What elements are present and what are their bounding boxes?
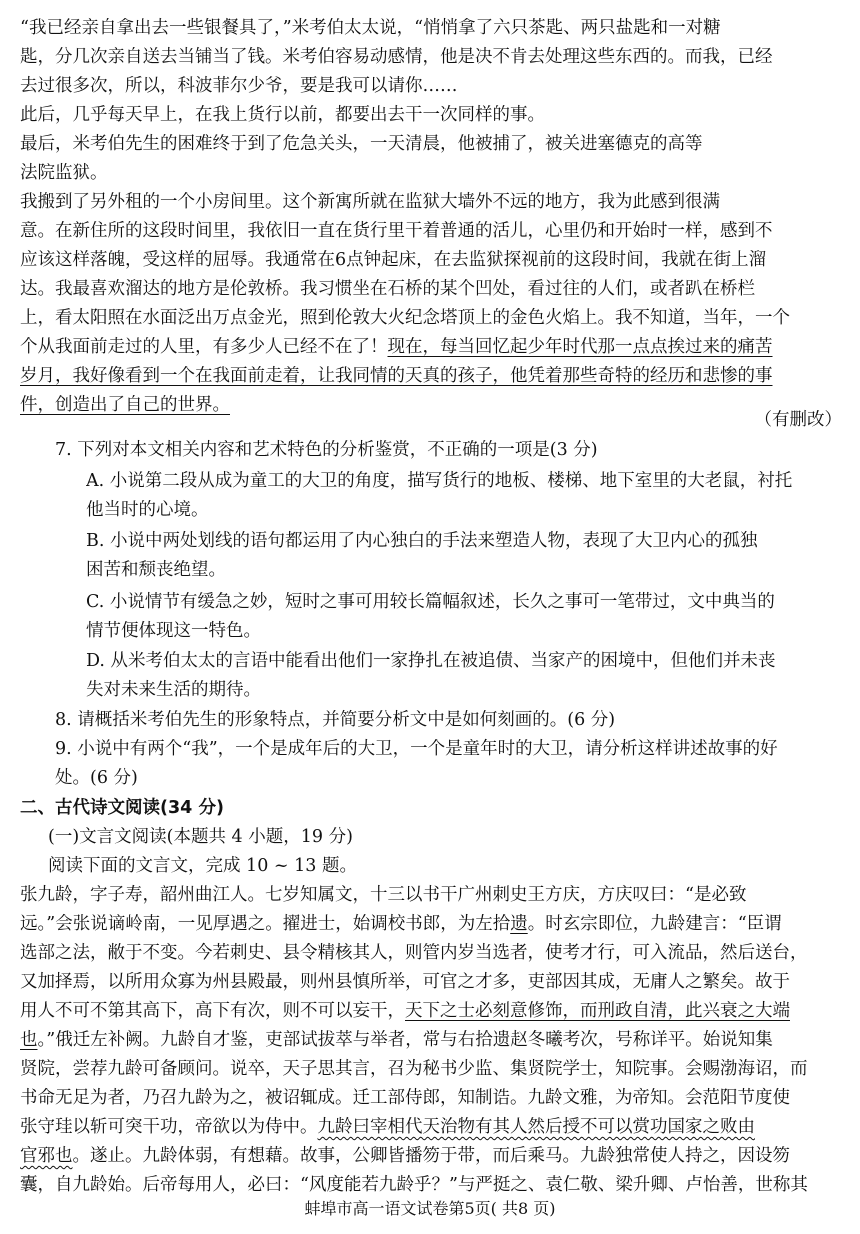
text-line: 最后，米考伯先生的困难终于到了危急关头，一天清晨，他被捕了，被关进塞德克的高等: [20, 134, 703, 154]
question-stem: 7. 下列对本文相关内容和艺术特色的分析鉴赏，不正确的一项是(3 分): [55, 440, 598, 460]
text-line: [20, 1142, 842, 1171]
plain-text: 张守珪以斩可突干功，帝欲以为侍中。: [20, 1117, 318, 1137]
option-line: 失对未来生活的期待。: [86, 680, 261, 700]
text-line: 书命无足为者，乃召九龄为之，被诏辄成。迁工部侍郎，知制诰。九龄文雅，为帝知。会范阳节度使: [20, 1088, 790, 1108]
text-line: 法院监狱。: [20, 163, 108, 183]
option-a: [86, 467, 846, 525]
text-line: 又加择焉，以所用众寡为州县殿最，则州县慎所举，可官之才多，吏部因其成，无庸人之繁矣。故于: [20, 972, 790, 992]
question-9: [55, 735, 845, 793]
text-line: [20, 333, 842, 362]
page-footer: 蚌埠市高一语文试卷第5页( 共8 页): [304, 1199, 556, 1218]
section-title: 二、古代诗文阅读(34 分): [20, 798, 224, 818]
text-line: 此后，几乎每天早上，在我上货行以前，都要出去干一次同样的事。: [20, 105, 545, 125]
source-note: [20, 406, 842, 435]
question-stem: 处。(6 分): [55, 768, 138, 788]
text-line: 去过很多次，所以，科波菲尔少爷，要是我可以请你……: [20, 76, 458, 96]
instruction: [48, 852, 860, 881]
text-line: [20, 1026, 842, 1055]
plain-text: 。时玄宗即位，九龄建言：“臣谓: [527, 914, 782, 934]
text-line: 我搬到了另外租的一个小房间里。这个新寓所就在监狱大墙外不远的地方，我为此感到很满: [20, 192, 720, 212]
question-7: [55, 436, 845, 465]
text-line: 张九龄，字子寿，韶州曲江人。七岁知属文，十三以书干广州刺史王方庆，方庆叹曰：“是必致: [20, 885, 747, 905]
text-line: 匙，分几次亲自送去当铺当了钱。米考伯容易动感情，他是决不肯去处理这些东西的。而我，已经: [20, 47, 773, 67]
classical-passage: [20, 881, 842, 1200]
text-line: “我已经亲自拿出去一些银餐具了，”米考伯太太说，“悄悄拿了六只茶匙、两只盐匙和一对糖: [20, 18, 721, 38]
option-line: D. 从米考伯太太的言语中能看出他们一家挣扎在被追债、当家产的困境中，但他们并未丧: [86, 651, 776, 671]
plain-text: 个从我面前走过的人里，有多少人已经不在了！: [20, 337, 388, 357]
underlined-sentence: 也: [20, 1030, 38, 1050]
option-c: [86, 588, 846, 646]
text-line: 上，看太阳照在水面泛出万点金光，照到伦敦大火纪念塔顶上的金色火焰上。我不知道，当年，一个: [20, 308, 790, 328]
subsection-heading: [48, 823, 860, 852]
underlined-sentence: 岁月，我好像看到一个在我面前走着，让我同情的天真的孩子，他凭着那些奇特的经历和悲惨的事: [20, 366, 773, 386]
plain-text: 。”俄迁左补阙。九龄自才鉴，吏部试拔萃与举者，常与右拾遗赵冬曦考次，号称详平。始说知集: [37, 1030, 773, 1050]
wavy-underlined-sentence: 九龄曰宰相代天治物有其人然后授不可以赏功国家之败由: [317, 1117, 755, 1137]
question-stem: 9. 小说中有两个“我”，一个是成年后的大卫，一个是童年时的大卫，请分析这样讲述故事的好: [55, 739, 778, 759]
option-line: C. 小说情节有缓急之妙，短时之事可用较长篇幅叙述，长久之事可一笔带过，文中典当的: [86, 592, 775, 612]
text-line: [20, 910, 842, 939]
question-stem: 8. 请概括米考伯先生的形象特点，并简要分析文中是如何刻画的。(6 分): [55, 710, 616, 730]
plain-text: 。遂止。九龄体弱，有想藉。故事，公卿皆播笏于带，而后乘马。九龄独常使人持之，因设笏: [72, 1146, 790, 1166]
option-b: [86, 527, 846, 585]
underlined-sentence: 现在，每当回忆起少年时代那一点点挨过来的痛苦: [387, 337, 773, 357]
source-note-text: （有删改）: [754, 410, 842, 430]
underlined-sentence: 天下之士必刻意修饰，而刑政自清，此兴衰之大端: [405, 1001, 790, 1021]
text-line: 达。我最喜欢溜达的地方是伦敦桥。我习惯坐在石桥的某个凹处，看过往的人们，或者趴在桥栏: [20, 279, 755, 299]
text-line: 囊，自九龄始。后帝每用人，必曰：“风度能若九龄乎？”与严挺之、袁仁敬、梁升卿、卢怡善，世称其: [20, 1175, 808, 1195]
text-line: 应该这样落魄，受这样的屈辱。我通常在6点钟起床，在去监狱探视前的这段时间，我就在街上溜: [20, 250, 767, 270]
text-line: [20, 1113, 842, 1142]
option-line: A. 小说第二段从成为童工的大卫的角度，描写货行的地板、楼梯、地下室里的大老鼠，衬托: [86, 471, 793, 491]
text-line: [20, 362, 842, 391]
marked-character: 遗: [510, 914, 528, 934]
text-line: 贤院，尝荐九龄可备顾问。说卒，天子思其言，召为秘书少监、集贤院学士，知院事。会赐渤海诏，而: [20, 1059, 808, 1079]
wavy-underlined-sentence: 官邪也: [20, 1146, 73, 1166]
story-paragraph-4: [20, 188, 842, 420]
story-paragraph-1: [20, 14, 842, 101]
underlined-sentence: 件，创造出了自己的世界。: [20, 395, 230, 415]
story-paragraph-2: [20, 101, 842, 130]
option-line: 情节便体现这一特色。: [86, 621, 261, 641]
section-heading: [20, 794, 842, 823]
subsection-title: (一)文言文阅读(本题共 4 小题，19 分): [48, 827, 353, 847]
option-d: [86, 647, 846, 705]
text-line: 意。在新住所的这段时间里，我依旧一直在货行里干着普通的活儿，心里仍和开始时一样，感到不: [20, 221, 773, 241]
plain-text: 远。”会张说谪岭南，一见厚遇之。擢进士，始调校书郎，为左拾: [20, 914, 511, 934]
option-line: 他当时的心境。: [86, 500, 209, 520]
text-line: 选部之法，敝于不变。今若刺史、县令精核其人，则管内岁当选者，使考才行，可入流品，然后送台，: [20, 943, 808, 963]
text-line: [20, 997, 842, 1026]
plain-text: 用人不可不第其高下，高下有次，则不可以妄干，: [20, 1001, 405, 1021]
instruction-text: 阅读下面的文言文，完成 10 ~ 13 题。: [48, 856, 357, 876]
option-line: 困苦和颓丧绝望。: [86, 560, 226, 580]
question-8: [55, 706, 845, 735]
story-paragraph-3: [20, 130, 842, 188]
option-line: B. 小说中两处划线的语句都运用了内心独白的手法来塑造人物，表现了大卫内心的孤独: [86, 531, 758, 551]
